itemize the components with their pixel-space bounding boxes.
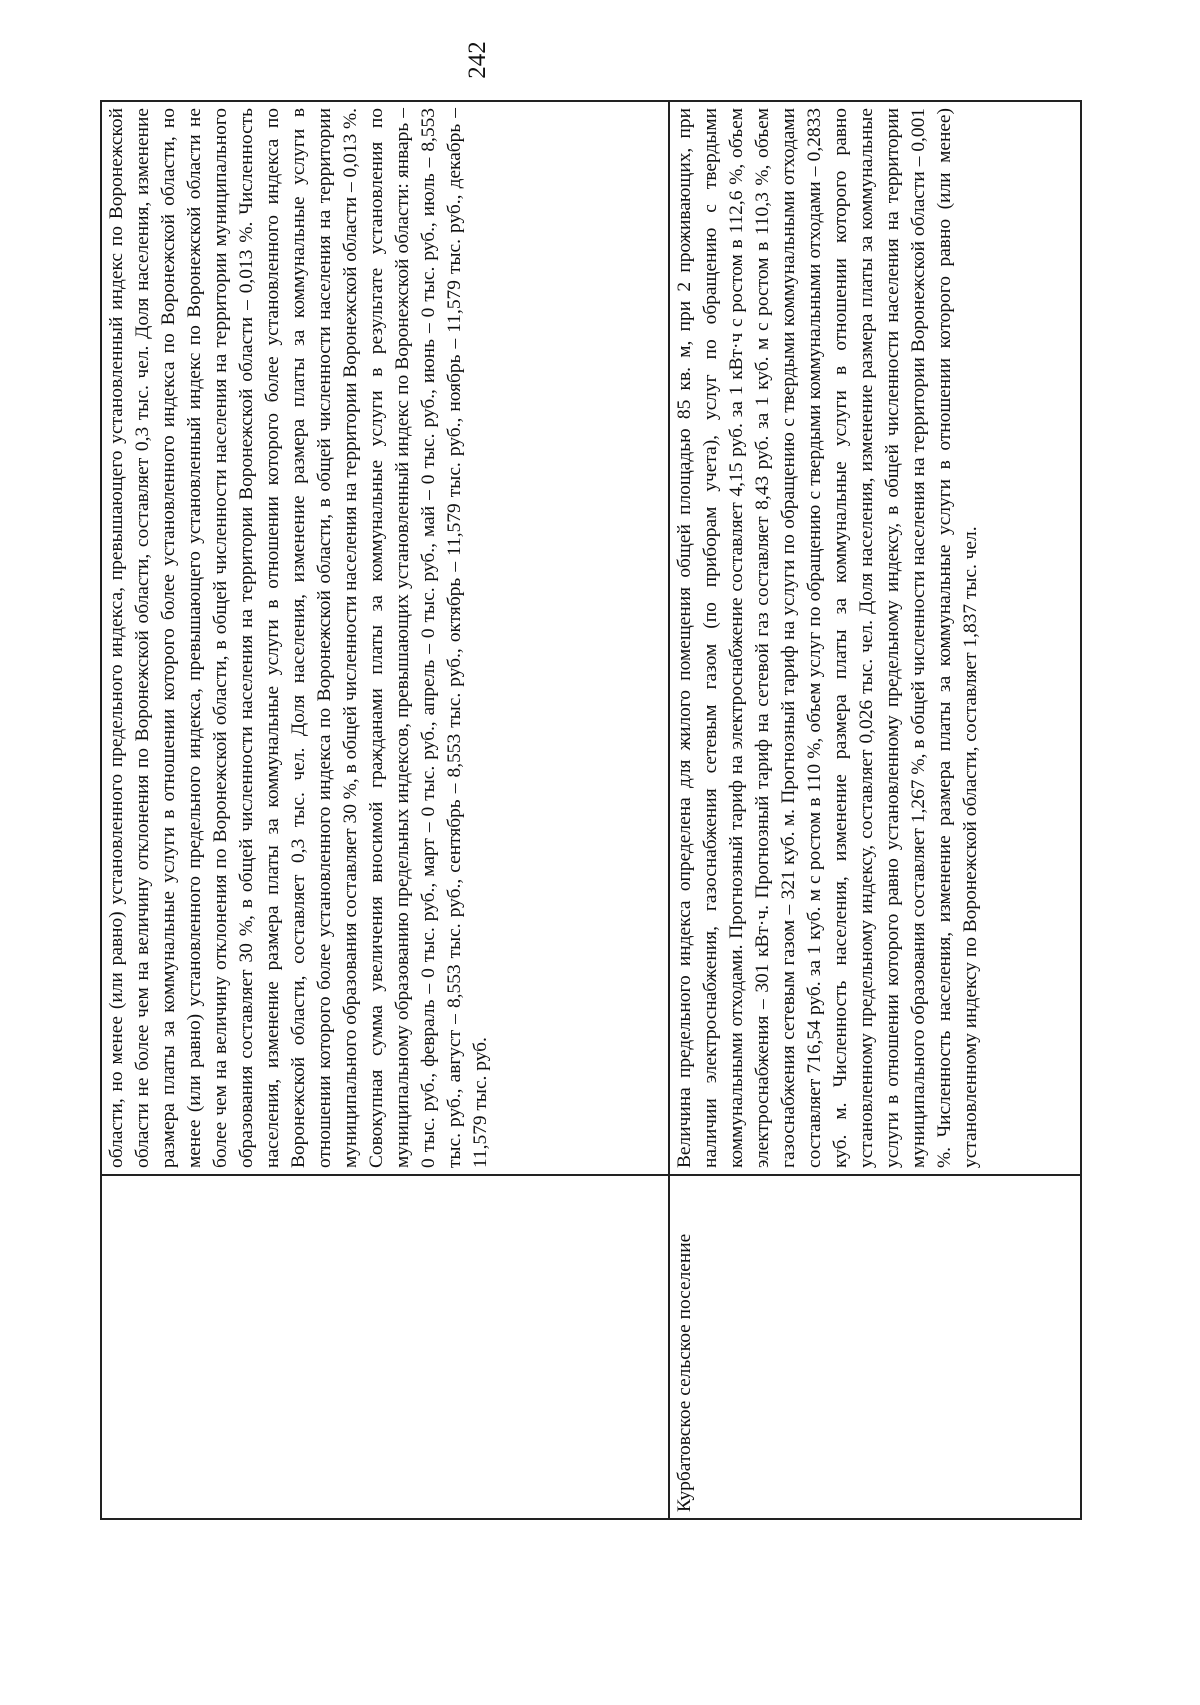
description-cell: области, но менее (или равно) установленного предельного индекса, превышающего установленный индекс по Воронежской области не более чем на величину отклонения по Воронежской области, составляет 0,3 тыс. чел. Доля населения, изменение размера платы за коммунальные услуги в отношении которого более установленного индекса по Воронежской области, но менее (или равно) установленного предельного индекса, превышающего установленный индекс по Воронежской области не более чем на величину отклонения по Воронежской области, в общей численности населения на территории муниципального образования составляет 30 %, в общей численности населения на территории Воронежской области – 0,013 %. Численность населения, изменение размера платы за коммунальные услуги в отношении которого более установленного индекса по Воронежской области, составляет 0,3 тыс. чел. Доля населения, изменение размера платы за коммунальные услуги в отношении которого более установленного индекса по Воронежской области, в общей численности населения на территории муниципального образования составляет 30 %, в общей численности населения на территории Воронежской области – 0,013 %. Совокупная сумма увеличения вносимой гражданами платы за коммунальные услуги в результате установления по муниципальному образованию предельных индексов, превышающих установленный индекс по Воронежской области: январь – 0 тыс. руб., февраль – 0 тыс. руб., март – 0 тыс. руб., апрель – 0 тыс. руб., май – 0 тыс. руб., июнь – 0 тыс. руб., июль – 8,553 тыс. руб., август – 8,553 тыс. руб., сентябрь – 8,553 тыс. руб., октябрь – 11,579 тыс. руб., ноябрь – 11,579 тыс. руб., декабрь – 11,579 тыс. руб. [101, 101, 669, 1175]
municipality-name-cell [101, 1175, 669, 1519]
tariff-index-table [100, 100, 1082, 1520]
description-cell: Величина предельного индекса определена для жилого помещения общей площадью 85 кв. м, при 2 проживающих, при наличии электроснабжения, газоснабжения сетевым газом (по приборам учета), услуг по обращению с твердыми коммунальными отходами. Прогнозный тариф на электроснабжение составляет 4,15 руб. за 1 кВт·ч с ростом в 112,6 %, объем электроснабжения – 301 кВт·ч. Прогнозный тариф на сетевой газ составляет 8,43 руб. за 1 куб. м с ростом в 110,3 %, объем газоснабжения сетевым газом – 321 куб. м. Прогнозный тариф на услуги по обращению с твердыми коммунальными отходами составляет 716,54 руб. за 1 куб. м с ростом в 110 %, объем услуг по обращению с твердыми коммунальными отходами – 0,2833 куб. м. Численность населения, изменение размера платы за коммунальные услуги в отношении которого равно установленному предельному индексу, составляет 0,026 тыс. чел. Доля населения, изменение размера платы за коммунальные услуги в отношении которого равно установленному предельному индексу, в общей численности населения на территории муниципального образования составляет 1,267 %, в общей численности населения на территории Воронежской области – 0,001 %. Численность населения, изменение размера платы за коммунальные услуги в отношении которого равно (или менее) установленному индексу по Воронежской области, составляет 1,837 тыс. чел. [669, 101, 1081, 1175]
municipality-name-cell: Курбатовское сельское поселение [669, 1175, 1081, 1519]
rotated-table-container [100, 100, 1078, 1520]
page-number: 242 [464, 41, 491, 79]
table-row [669, 101, 1081, 1519]
table-row [101, 101, 669, 1519]
